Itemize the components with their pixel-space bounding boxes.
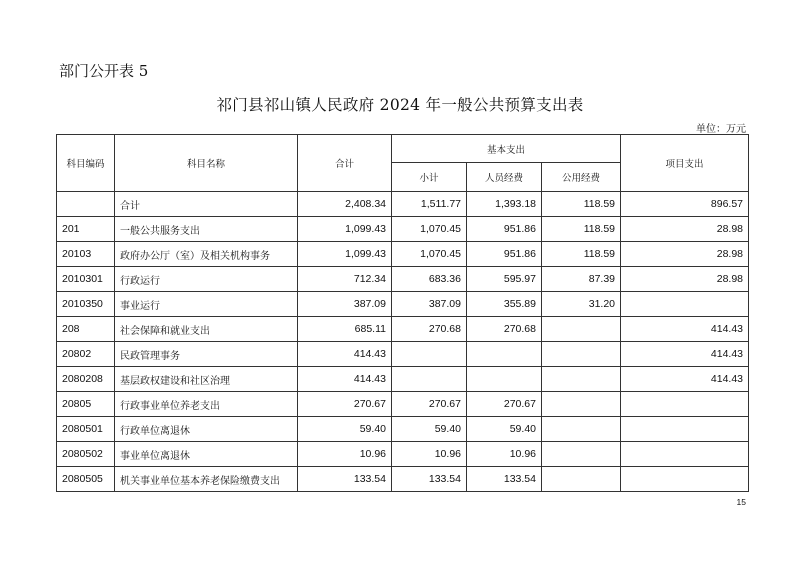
- cell-total: 10.96: [298, 442, 392, 467]
- cell-name: 合计: [115, 192, 298, 217]
- cell-public: 87.39: [542, 267, 621, 292]
- cell-subtotal: 270.67: [392, 392, 467, 417]
- cell-total: 1,099.43: [298, 242, 392, 267]
- cell-public: [542, 367, 621, 392]
- cell-public: 118.59: [542, 242, 621, 267]
- cell-total: 414.43: [298, 342, 392, 367]
- cell-name: 行政运行: [115, 267, 298, 292]
- cell-code: [57, 192, 115, 217]
- cell-total: 712.34: [298, 267, 392, 292]
- header-public: 公用经费: [542, 163, 621, 192]
- cell-total: 685.11: [298, 317, 392, 342]
- cell-project: 28.98: [621, 217, 749, 242]
- cell-total: 2,408.34: [298, 192, 392, 217]
- cell-subtotal: 270.68: [392, 317, 467, 342]
- cell-code: 2080208: [57, 367, 115, 392]
- cell-code: 2010301: [57, 267, 115, 292]
- cell-public: 31.20: [542, 292, 621, 317]
- cell-subtotal: 10.96: [392, 442, 467, 467]
- cell-name: 事业运行: [115, 292, 298, 317]
- cell-project: [621, 467, 749, 492]
- page-title: 祁门县祁山镇人民政府 2024 年一般公共预算支出表: [216, 96, 584, 114]
- cell-project: 28.98: [621, 242, 749, 267]
- cell-name: 事业单位离退休: [115, 442, 298, 467]
- cell-total: 387.09: [298, 292, 392, 317]
- cell-project: 414.43: [621, 342, 749, 367]
- cell-subtotal: 133.54: [392, 467, 467, 492]
- cell-code: 2080502: [57, 442, 115, 467]
- cell-personnel: 1,393.18: [467, 192, 542, 217]
- table-body: [57, 192, 749, 492]
- cell-project: [621, 292, 749, 317]
- cell-code: 20103: [57, 242, 115, 267]
- budget-table: [56, 134, 749, 492]
- cell-name: 机关事业单位基本养老保险缴费支出: [115, 467, 298, 492]
- cell-public: [542, 467, 621, 492]
- cell-project: [621, 417, 749, 442]
- cell-subtotal: 1,511.77: [392, 192, 467, 217]
- cell-personnel: 270.68: [467, 317, 542, 342]
- unit-note: 单位：万元: [696, 124, 746, 135]
- header-project: 项目支出: [621, 135, 749, 192]
- header-personnel: 人员经费: [467, 163, 542, 192]
- header-total: 合计: [298, 135, 392, 192]
- cell-public: 118.59: [542, 192, 621, 217]
- table-row: [57, 267, 749, 292]
- cell-project: 414.43: [621, 367, 749, 392]
- cell-personnel: 133.54: [467, 467, 542, 492]
- header-code: 科目编码: [57, 135, 115, 192]
- cell-project: 414.43: [621, 317, 749, 342]
- cell-personnel: 355.89: [467, 292, 542, 317]
- cell-public: [542, 417, 621, 442]
- cell-name: 政府办公厅（室）及相关机构事务: [115, 242, 298, 267]
- cell-public: [542, 342, 621, 367]
- cell-personnel: 951.86: [467, 217, 542, 242]
- cell-name: 行政单位离退休: [115, 417, 298, 442]
- cell-public: [542, 392, 621, 417]
- cell-code: 2080501: [57, 417, 115, 442]
- cell-name: 基层政权建设和社区治理: [115, 367, 298, 392]
- table-row: [57, 192, 749, 217]
- cell-code: 201: [57, 217, 115, 242]
- table-row: [57, 442, 749, 467]
- cell-subtotal: 59.40: [392, 417, 467, 442]
- cell-name: 行政事业单位养老支出: [115, 392, 298, 417]
- cell-subtotal: 683.36: [392, 267, 467, 292]
- cell-total: 270.67: [298, 392, 392, 417]
- cell-personnel: 270.67: [467, 392, 542, 417]
- cell-code: 2080505: [57, 467, 115, 492]
- table-row: [57, 292, 749, 317]
- table-row: [57, 342, 749, 367]
- cell-total: 414.43: [298, 367, 392, 392]
- table-row: [57, 217, 749, 242]
- cell-personnel: [467, 342, 542, 367]
- table-row: [57, 242, 749, 267]
- cell-total: 59.40: [298, 417, 392, 442]
- table-row: [57, 317, 749, 342]
- cell-total: 133.54: [298, 467, 392, 492]
- cell-name: 一般公共服务支出: [115, 217, 298, 242]
- cell-code: 2010350: [57, 292, 115, 317]
- cell-name: 社会保障和就业支出: [115, 317, 298, 342]
- cell-public: [542, 442, 621, 467]
- cell-project: 28.98: [621, 267, 749, 292]
- cell-project: [621, 442, 749, 467]
- cell-code: 208: [57, 317, 115, 342]
- cell-name: 民政管理事务: [115, 342, 298, 367]
- cell-personnel: 595.97: [467, 267, 542, 292]
- cell-subtotal: 387.09: [392, 292, 467, 317]
- table-row: [57, 367, 749, 392]
- table-row: [57, 392, 749, 417]
- cell-subtotal: [392, 342, 467, 367]
- cell-personnel: [467, 367, 542, 392]
- cell-code: 20805: [57, 392, 115, 417]
- cell-subtotal: [392, 367, 467, 392]
- cell-personnel: 10.96: [467, 442, 542, 467]
- cell-personnel: 59.40: [467, 417, 542, 442]
- cell-code: 20802: [57, 342, 115, 367]
- table-row: [57, 467, 749, 492]
- cell-personnel: 951.86: [467, 242, 542, 267]
- page-number: 15: [736, 497, 746, 507]
- header-subtotal: 小计: [392, 163, 467, 192]
- cell-public: [542, 317, 621, 342]
- header-basic: 基本支出: [392, 135, 621, 163]
- document-label: 部门公开表 5: [59, 62, 149, 80]
- cell-public: 118.59: [542, 217, 621, 242]
- header-name: 科目名称: [115, 135, 298, 192]
- cell-total: 1,099.43: [298, 217, 392, 242]
- cell-subtotal: 1,070.45: [392, 217, 467, 242]
- cell-project: [621, 392, 749, 417]
- cell-project: 896.57: [621, 192, 749, 217]
- cell-subtotal: 1,070.45: [392, 242, 467, 267]
- table-row: [57, 417, 749, 442]
